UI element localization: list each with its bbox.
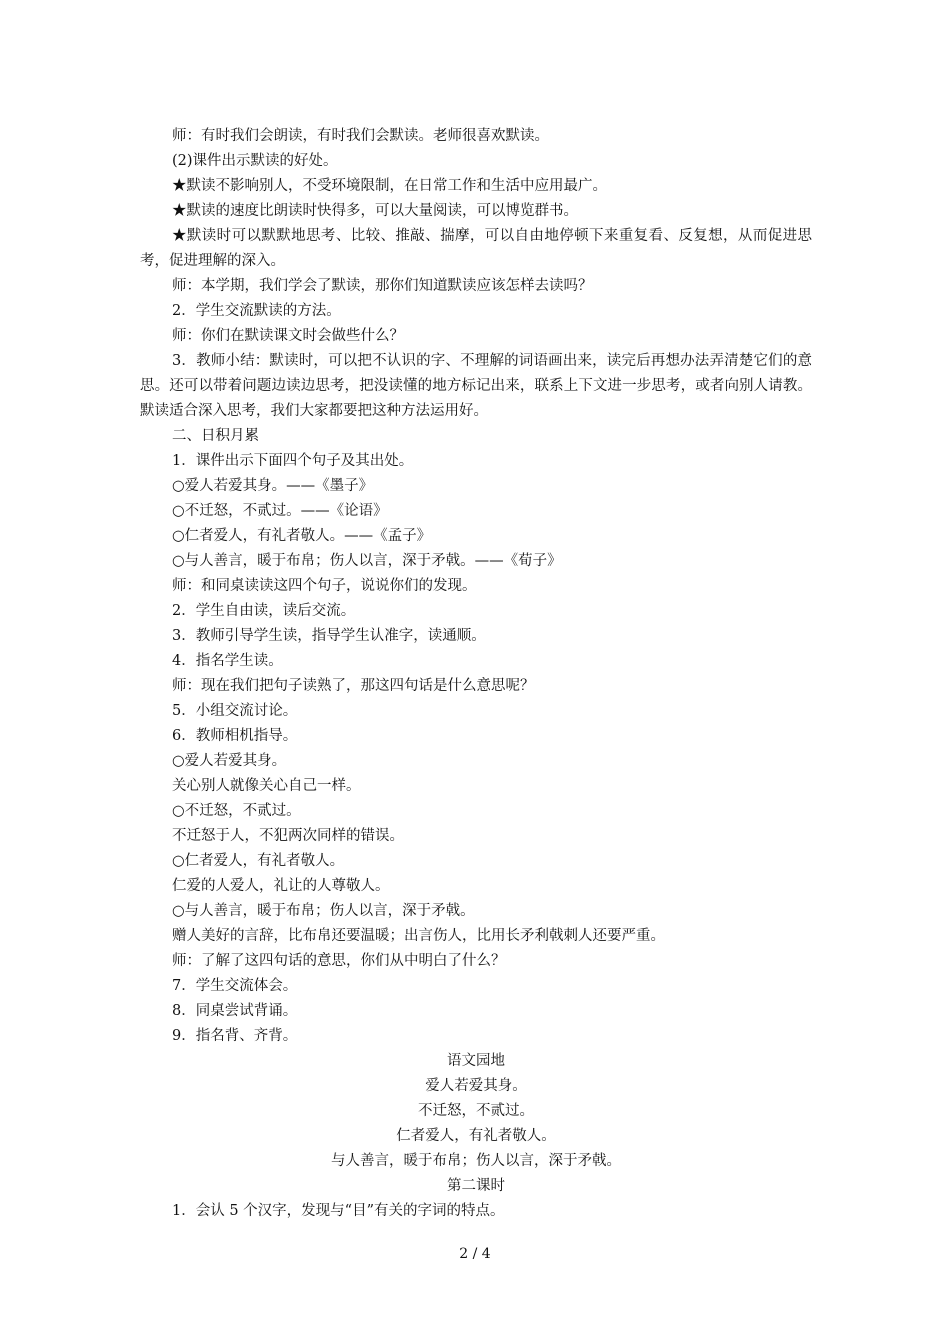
board-item: 仁者爱人，有礼者敬人。 (396, 1128, 556, 1144)
board-item: 与人善言，暖于布帛；伤人以言，深于矛戟。 (331, 1153, 621, 1169)
objective-line: 1．会认 5 个汉字，发现与“目”有关的字词的特点。 (172, 1203, 505, 1219)
explanation-line: 仁爱的人爱人，礼让的人尊敬人。 (172, 878, 390, 894)
quote-line: ○仁者爱人，有礼者敬人。——《孟子》 (172, 528, 432, 544)
step-line: 4．指名学生读。 (172, 653, 283, 669)
document-body (140, 124, 812, 1224)
dialogue-line: 师：你们在默读课文时会做些什么？ (172, 328, 404, 344)
board-item: 爱人若爱其身。 (425, 1078, 527, 1094)
quote-line: ○与人善言，暖于布帛；伤人以言，深于矛戟。——《荀子》 (172, 553, 562, 569)
bullet-line: ★默读的速度比朗读时快得多，可以大量阅读，可以博览群书。 (172, 203, 578, 219)
section-heading: 二、日积月累 (172, 428, 259, 444)
dialogue-line: 师：和同桌读读这四个句子，说说你们的发现。 (172, 578, 477, 594)
quote-line: ○爱人若爱其身。——《墨子》 (172, 478, 374, 494)
summary-paragraph: 3．教师小结：默读时，可以把不认识的字、不理解的词语画出来，读完后再想办法弄清楚它们的意思。还可以带着问题边读边思考，把没读懂的地方标记出来，联系上下文进一步思考，或者向别人请教。默读适合深入思考，我们大家都要把这种方法运用好。 (140, 353, 812, 419)
explanation-line: 赠人美好的言辞，比布帛还要温暖；出言伤人，比用长矛利戟刺人还要严重。 (172, 928, 665, 944)
bullet-line: ★默读不影响别人，不受环境限制，在日常工作和生活中应用最广。 (172, 178, 607, 194)
board-title: 语文园地 (447, 1053, 505, 1069)
step-line: (2)课件出示默读的好处。 (172, 153, 338, 169)
page-number: 2 / 4 (459, 1246, 491, 1262)
quote-line: ○与人善言，暖于布帛；伤人以言，深于矛戟。 (172, 903, 475, 919)
step-line: 2．学生交流默读的方法。 (172, 303, 341, 319)
step-line: 5．小组交流讨论。 (172, 703, 298, 719)
quote-line: ○不迁怒，不贰过。 (172, 803, 301, 819)
quote-line: ○仁者爱人，有礼者敬人。 (172, 853, 345, 869)
dialogue-line: 师：了解了这四句话的意思，你们从中明白了什么？ (172, 953, 506, 969)
dialogue-line: 师：本学期，我们学会了默读，那你们知道默读应该怎样去读吗？ (172, 278, 593, 294)
step-line: 7．学生交流体会。 (172, 978, 298, 994)
lesson-heading: 第二课时 (447, 1178, 505, 1194)
step-line: 1．课件出示下面四个句子及其出处。 (172, 453, 414, 469)
step-line: 8．同桌尝试背诵。 (172, 1003, 298, 1019)
blackboard-design (140, 1049, 812, 1174)
step-line: 9．指名背、齐背。 (172, 1028, 298, 1044)
quote-line: ○不迁怒，不贰过。——《论语》 (172, 503, 388, 519)
step-line: 2．学生自由读，读后交流。 (172, 603, 356, 619)
step-line: 6．教师相机指导。 (172, 728, 298, 744)
dialogue-line: 师：有时我们会朗读，有时我们会默读。老师很喜欢默读。 (172, 128, 549, 144)
dialogue-line: 师：现在我们把句子读熟了，那这四句话是什么意思呢？ (172, 678, 535, 694)
step-line: 3．教师引导学生读，指导学生认准字，读通顺。 (172, 628, 486, 644)
board-item: 不迁怒，不贰过。 (418, 1103, 534, 1119)
quote-line: ○爱人若爱其身。 (172, 753, 287, 769)
explanation-line: 关心别人就像关心自己一样。 (172, 778, 361, 794)
explanation-line: 不迁怒于人，不犯两次同样的错误。 (172, 828, 404, 844)
bullet-paragraph: ★默读时可以默默地思考、比较、推敲、揣摩，可以自由地停顿下来重复看、反复想，从而促进思考，促进理解的深入。 (140, 228, 812, 269)
